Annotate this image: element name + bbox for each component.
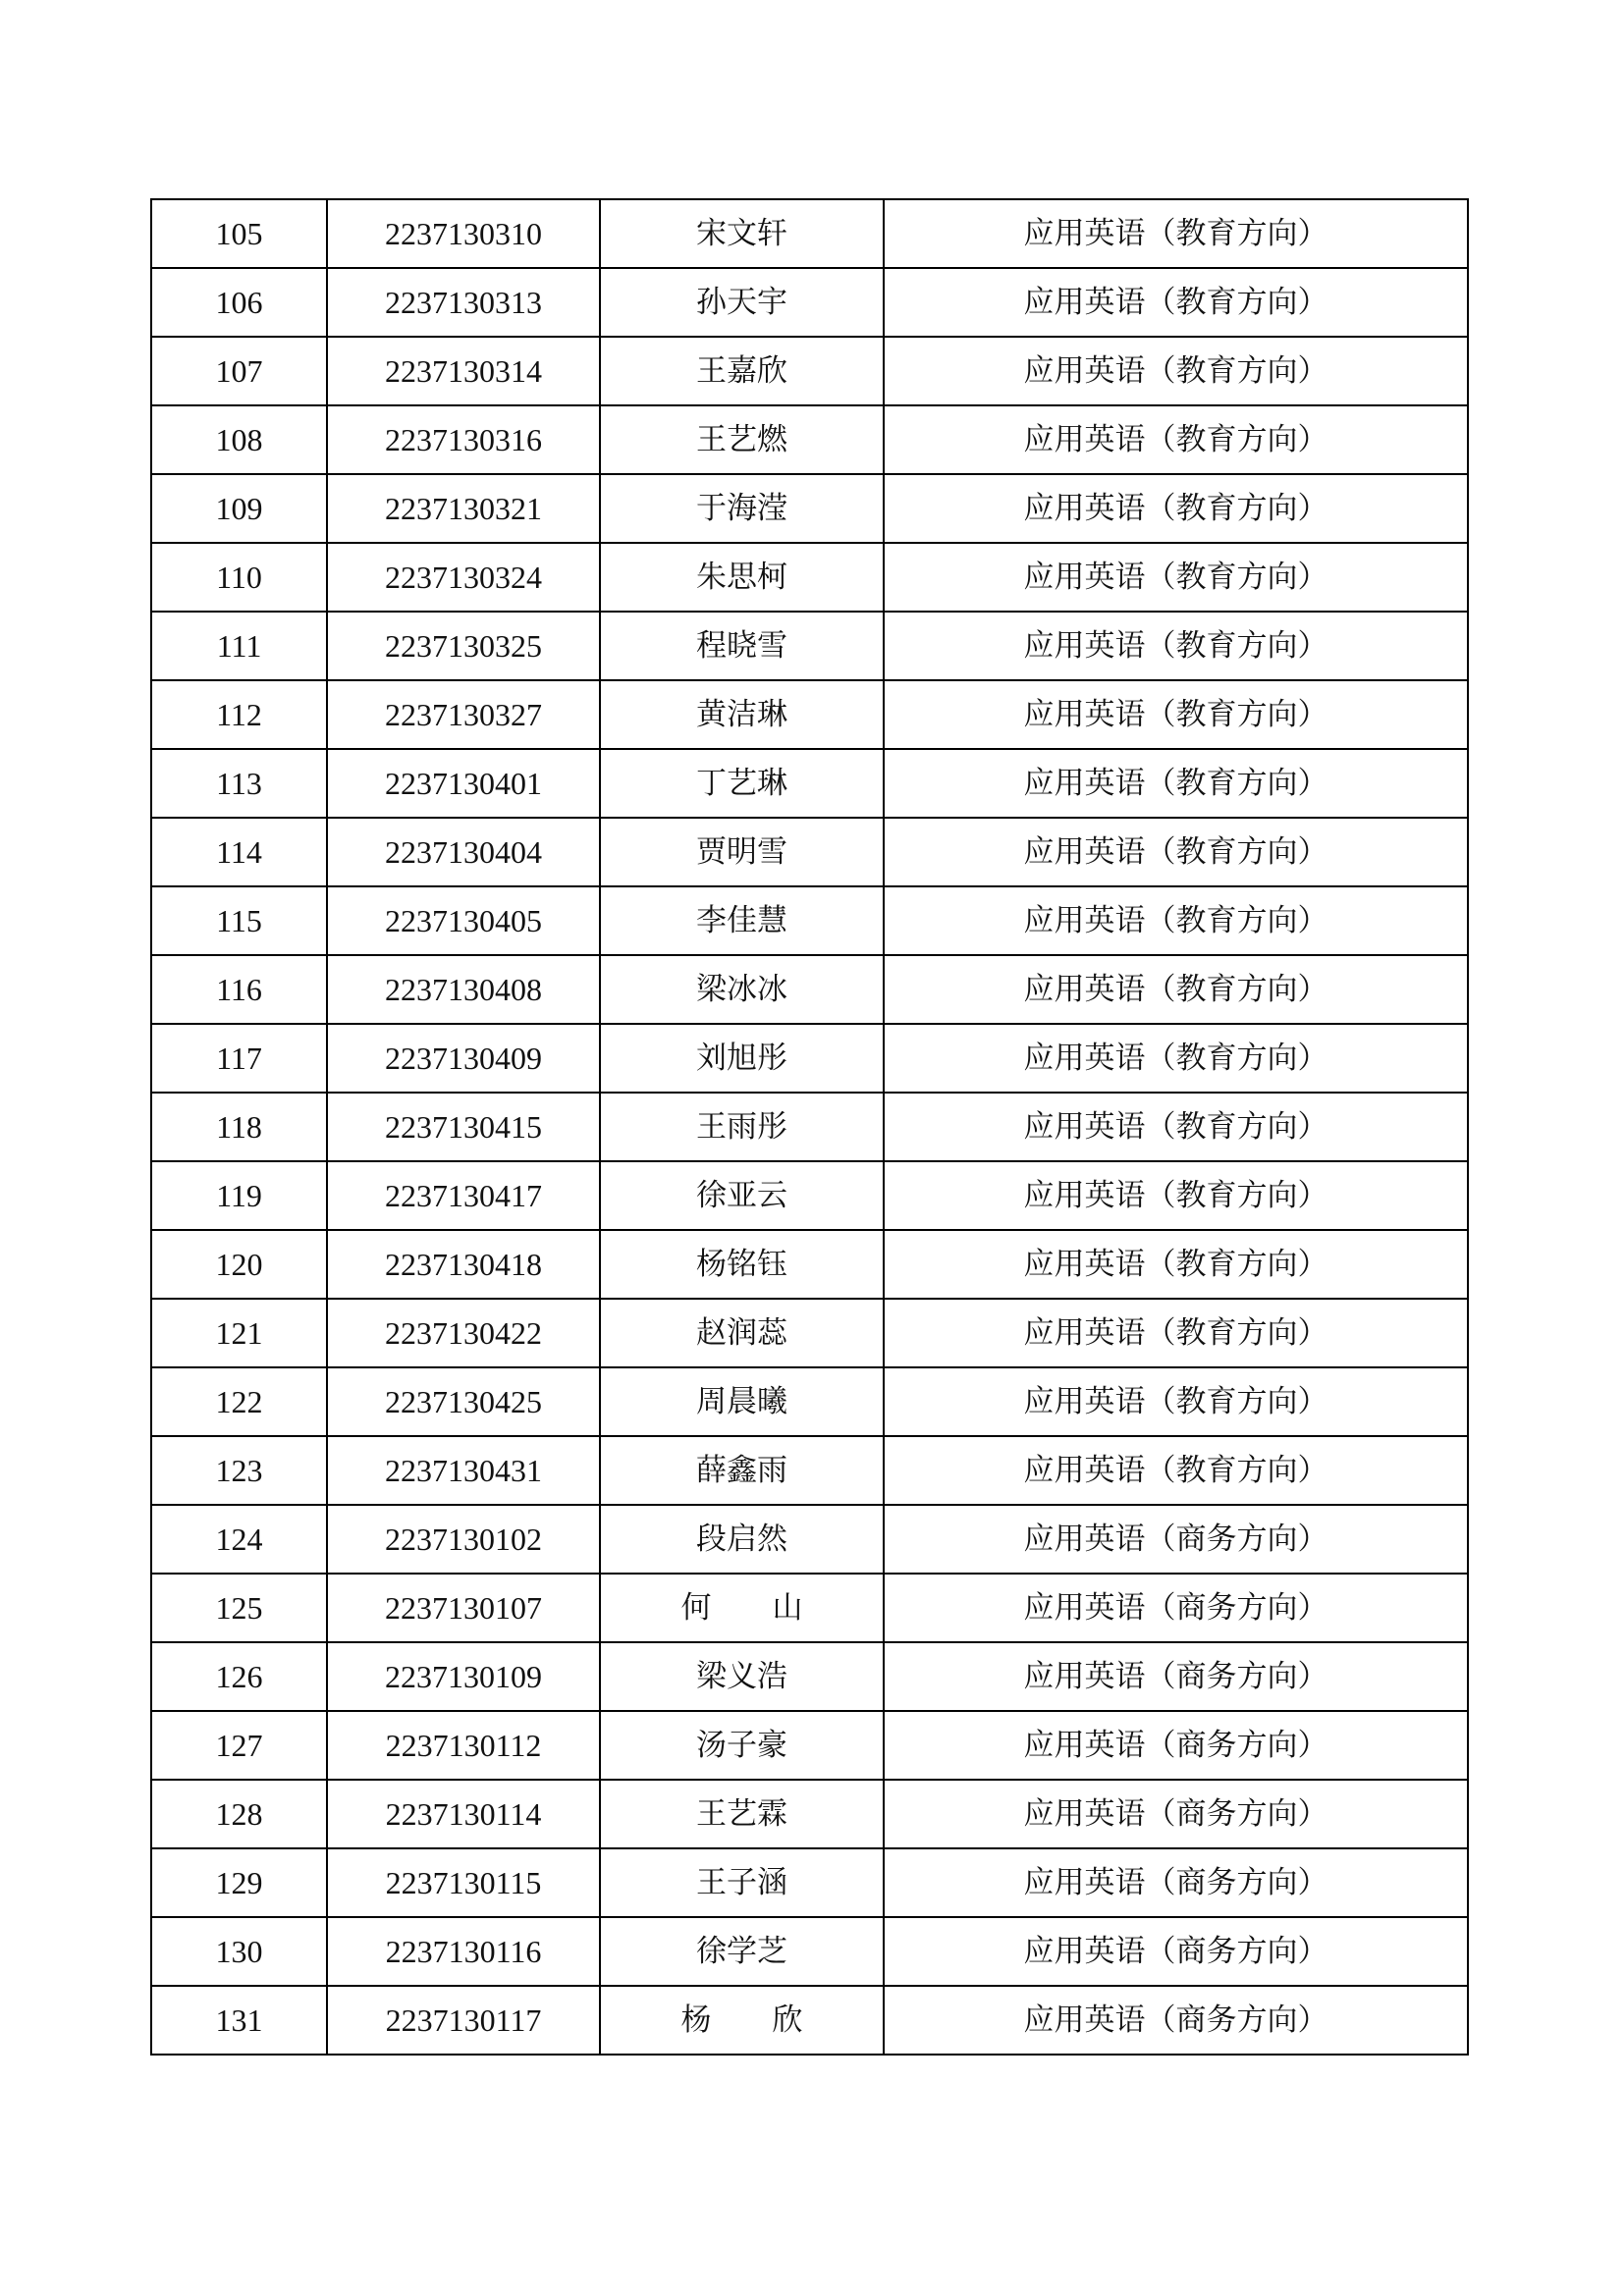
- table-row: [151, 1161, 1468, 1230]
- table-row: [151, 268, 1468, 337]
- major-cell: 应用英语（商务方向）: [884, 1574, 1468, 1642]
- student-name-cell: 程晓雪: [600, 612, 884, 680]
- student-id-cell: 2237130117: [327, 1986, 600, 2055]
- student-name-cell: 宋文轩: [600, 199, 884, 268]
- row-number-cell: 119: [151, 1161, 327, 1230]
- row-number-cell: 108: [151, 405, 327, 474]
- row-number-cell: 105: [151, 199, 327, 268]
- student-id-cell: 2237130425: [327, 1367, 600, 1436]
- major-cell: 应用英语（教育方向）: [884, 337, 1468, 405]
- student-name-cell: 贾明雪: [600, 818, 884, 886]
- table-row: [151, 1848, 1468, 1917]
- student-id-cell: 2237130316: [327, 405, 600, 474]
- major-cell: 应用英语（商务方向）: [884, 1986, 1468, 2055]
- student-name-cell: 薛鑫雨: [600, 1436, 884, 1505]
- row-number-cell: 113: [151, 749, 327, 818]
- row-number-cell: 116: [151, 955, 327, 1024]
- major-cell: 应用英语（教育方向）: [884, 818, 1468, 886]
- table-row: [151, 543, 1468, 612]
- table-row: [151, 612, 1468, 680]
- table-row: [151, 199, 1468, 268]
- student-name-cell: 王艺燃: [600, 405, 884, 474]
- student-name-cell: 梁义浩: [600, 1642, 884, 1711]
- table-row: [151, 1780, 1468, 1848]
- row-number-cell: 118: [151, 1093, 327, 1161]
- student-id-cell: 2237130107: [327, 1574, 600, 1642]
- student-id-cell: 2237130313: [327, 268, 600, 337]
- major-cell: 应用英语（教育方向）: [884, 680, 1468, 749]
- student-id-cell: 2237130327: [327, 680, 600, 749]
- major-cell: 应用英语（教育方向）: [884, 612, 1468, 680]
- major-cell: 应用英语（教育方向）: [884, 474, 1468, 543]
- roster-body: [151, 199, 1468, 2055]
- table-row: [151, 1711, 1468, 1780]
- table-row: [151, 405, 1468, 474]
- table-row: [151, 749, 1468, 818]
- major-cell: 应用英语（商务方向）: [884, 1780, 1468, 1848]
- student-id-cell: 2237130417: [327, 1161, 600, 1230]
- student-name-cell: 段启然: [600, 1505, 884, 1574]
- row-number-cell: 114: [151, 818, 327, 886]
- row-number-cell: 107: [151, 337, 327, 405]
- row-number-cell: 128: [151, 1780, 327, 1848]
- student-name-cell: 徐亚云: [600, 1161, 884, 1230]
- student-name-cell: 徐学芝: [600, 1917, 884, 1986]
- row-number-cell: 120: [151, 1230, 327, 1299]
- row-number-cell: 129: [151, 1848, 327, 1917]
- student-name-cell: 杨铭钰: [600, 1230, 884, 1299]
- row-number-cell: 125: [151, 1574, 327, 1642]
- row-number-cell: 115: [151, 886, 327, 955]
- row-number-cell: 127: [151, 1711, 327, 1780]
- student-name-cell: 李佳慧: [600, 886, 884, 955]
- student-id-cell: 2237130405: [327, 886, 600, 955]
- table-row: [151, 1299, 1468, 1367]
- row-number-cell: 124: [151, 1505, 327, 1574]
- major-cell: 应用英语（商务方向）: [884, 1848, 1468, 1917]
- student-name-cell: 孙天宇: [600, 268, 884, 337]
- major-cell: 应用英语（教育方向）: [884, 199, 1468, 268]
- student-name-cell: 何 山: [600, 1574, 884, 1642]
- row-number-cell: 110: [151, 543, 327, 612]
- student-name-cell: 杨 欣: [600, 1986, 884, 2055]
- major-cell: 应用英语（教育方向）: [884, 1230, 1468, 1299]
- major-cell: 应用英语（教育方向）: [884, 955, 1468, 1024]
- student-id-cell: 2237130102: [327, 1505, 600, 1574]
- row-number-cell: 130: [151, 1917, 327, 1986]
- student-id-cell: 2237130422: [327, 1299, 600, 1367]
- row-number-cell: 106: [151, 268, 327, 337]
- table-row: [151, 474, 1468, 543]
- table-row: [151, 1642, 1468, 1711]
- student-name-cell: 周晨曦: [600, 1367, 884, 1436]
- major-cell: 应用英语（商务方向）: [884, 1505, 1468, 1574]
- student-name-cell: 王雨彤: [600, 1093, 884, 1161]
- table-row: [151, 1574, 1468, 1642]
- table-row: [151, 1093, 1468, 1161]
- student-id-cell: 2237130321: [327, 474, 600, 543]
- student-id-cell: 2237130431: [327, 1436, 600, 1505]
- student-name-cell: 刘旭彤: [600, 1024, 884, 1093]
- row-number-cell: 112: [151, 680, 327, 749]
- student-id-cell: 2237130109: [327, 1642, 600, 1711]
- student-name-cell: 汤子豪: [600, 1711, 884, 1780]
- major-cell: 应用英语（教育方向）: [884, 886, 1468, 955]
- major-cell: 应用英语（教育方向）: [884, 1436, 1468, 1505]
- major-cell: 应用英语（商务方向）: [884, 1917, 1468, 1986]
- student-name-cell: 王艺霖: [600, 1780, 884, 1848]
- table-row: [151, 1505, 1468, 1574]
- row-number-cell: 121: [151, 1299, 327, 1367]
- major-cell: 应用英语（教育方向）: [884, 1161, 1468, 1230]
- student-id-cell: 2237130415: [327, 1093, 600, 1161]
- student-id-cell: 2237130112: [327, 1711, 600, 1780]
- table-row: [151, 680, 1468, 749]
- table-row: [151, 955, 1468, 1024]
- table-row: [151, 1024, 1468, 1093]
- major-cell: 应用英语（教育方向）: [884, 1024, 1468, 1093]
- major-cell: 应用英语（教育方向）: [884, 1367, 1468, 1436]
- row-number-cell: 109: [151, 474, 327, 543]
- table-row: [151, 337, 1468, 405]
- student-id-cell: 2237130314: [327, 337, 600, 405]
- row-number-cell: 126: [151, 1642, 327, 1711]
- major-cell: 应用英语（教育方向）: [884, 749, 1468, 818]
- major-cell: 应用英语（商务方向）: [884, 1711, 1468, 1780]
- student-name-cell: 梁冰冰: [600, 955, 884, 1024]
- student-name-cell: 王子涵: [600, 1848, 884, 1917]
- major-cell: 应用英语（教育方向）: [884, 543, 1468, 612]
- student-id-cell: 2237130325: [327, 612, 600, 680]
- student-id-cell: 2237130115: [327, 1848, 600, 1917]
- student-roster-table: [150, 198, 1469, 2056]
- table-row: [151, 1230, 1468, 1299]
- major-cell: 应用英语（教育方向）: [884, 405, 1468, 474]
- student-id-cell: 2237130116: [327, 1917, 600, 1986]
- student-name-cell: 王嘉欣: [600, 337, 884, 405]
- table-row: [151, 886, 1468, 955]
- row-number-cell: 111: [151, 612, 327, 680]
- major-cell: 应用英语（教育方向）: [884, 1093, 1468, 1161]
- student-name-cell: 于海滢: [600, 474, 884, 543]
- student-name-cell: 黄洁琳: [600, 680, 884, 749]
- table-row: [151, 818, 1468, 886]
- student-id-cell: 2237130408: [327, 955, 600, 1024]
- student-id-cell: 2237130404: [327, 818, 600, 886]
- student-id-cell: 2237130401: [327, 749, 600, 818]
- student-name-cell: 赵润蕊: [600, 1299, 884, 1367]
- major-cell: 应用英语（商务方向）: [884, 1642, 1468, 1711]
- table-row: [151, 1986, 1468, 2055]
- row-number-cell: 131: [151, 1986, 327, 2055]
- student-name-cell: 朱思柯: [600, 543, 884, 612]
- student-id-cell: 2237130409: [327, 1024, 600, 1093]
- row-number-cell: 123: [151, 1436, 327, 1505]
- student-id-cell: 2237130418: [327, 1230, 600, 1299]
- major-cell: 应用英语（教育方向）: [884, 268, 1468, 337]
- student-id-cell: 2237130114: [327, 1780, 600, 1848]
- major-cell: 应用英语（教育方向）: [884, 1299, 1468, 1367]
- student-id-cell: 2237130324: [327, 543, 600, 612]
- row-number-cell: 122: [151, 1367, 327, 1436]
- table-row: [151, 1917, 1468, 1986]
- student-name-cell: 丁艺琳: [600, 749, 884, 818]
- table-row: [151, 1367, 1468, 1436]
- table-row: [151, 1436, 1468, 1505]
- student-id-cell: 2237130310: [327, 199, 600, 268]
- row-number-cell: 117: [151, 1024, 327, 1093]
